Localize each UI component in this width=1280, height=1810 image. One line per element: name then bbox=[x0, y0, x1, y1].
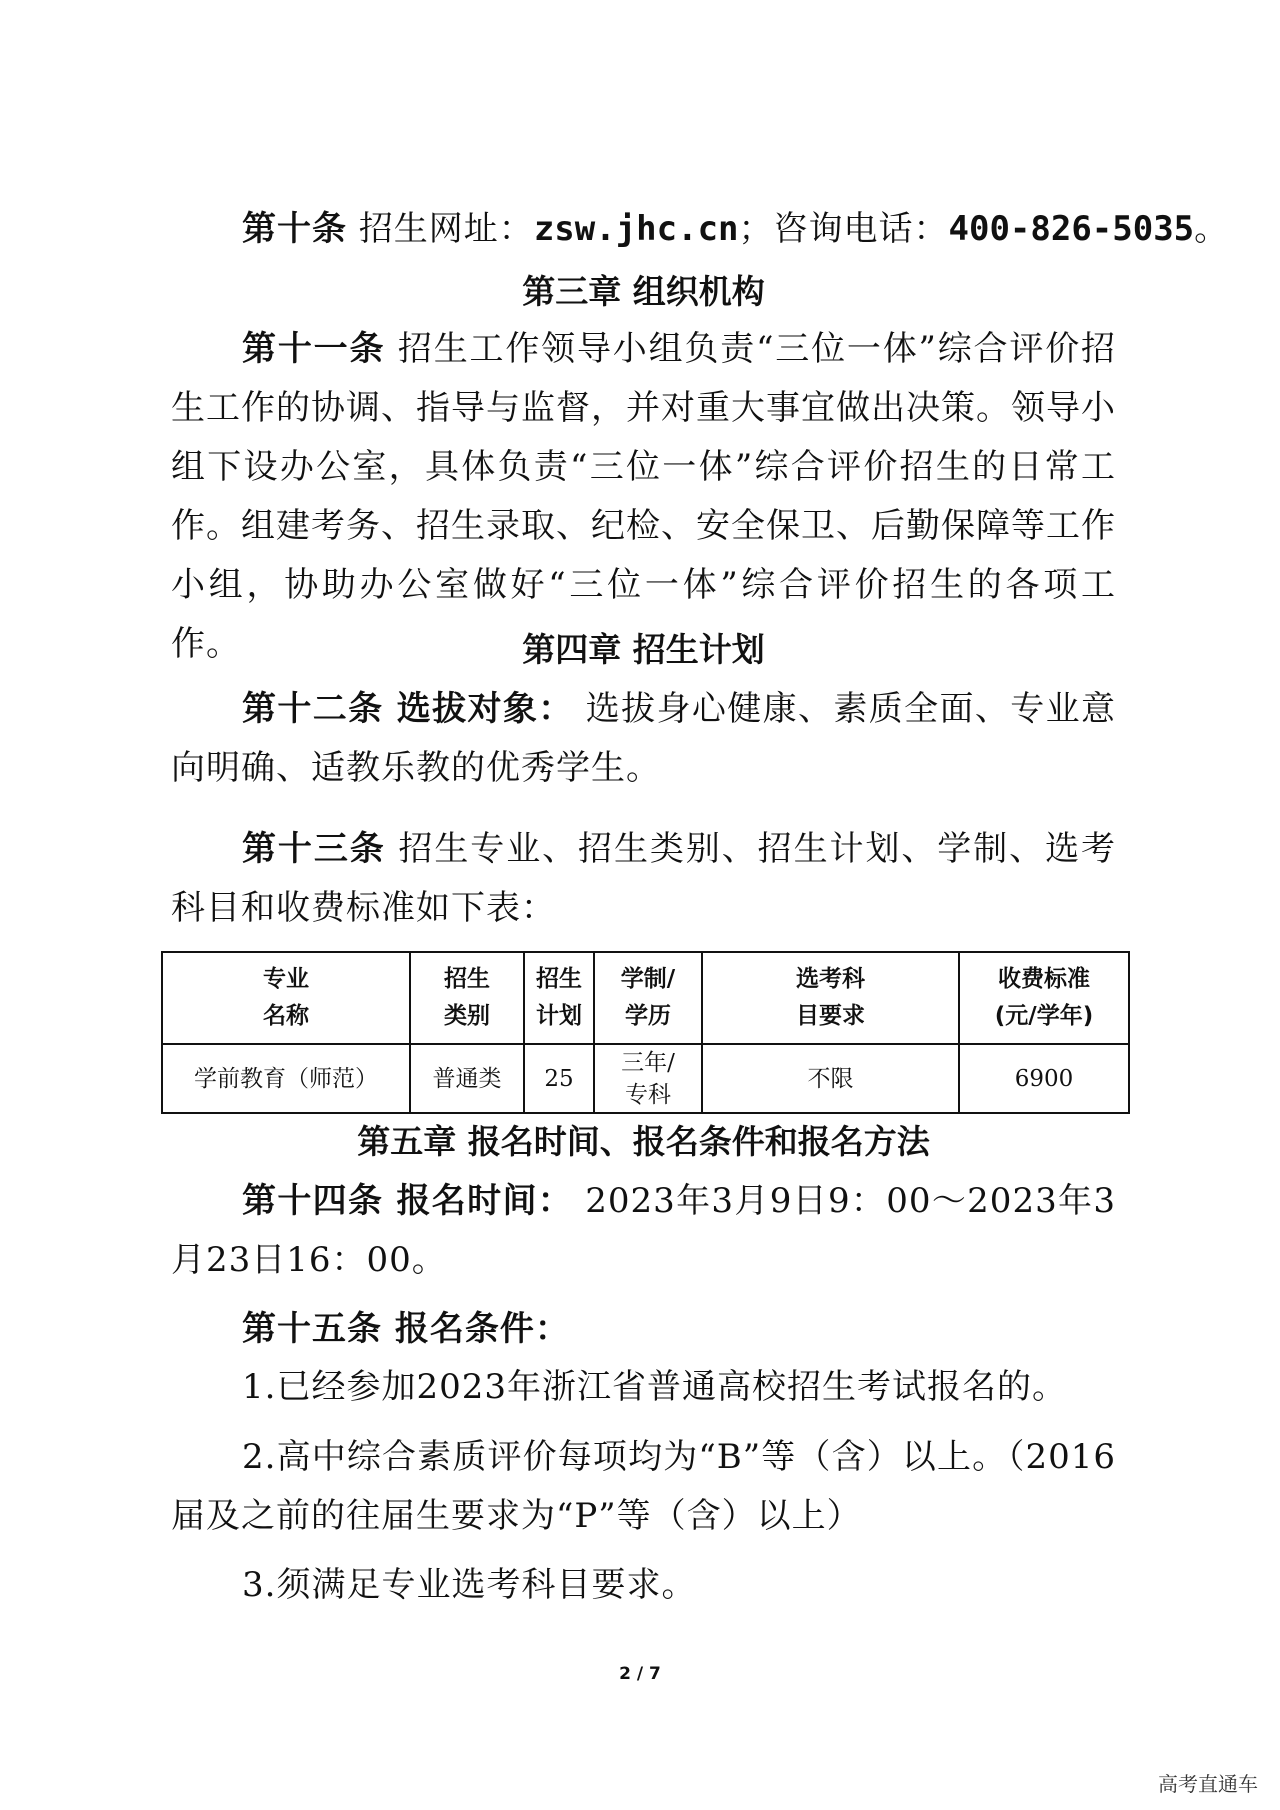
article-15-lead: 第十五条 报名条件： bbox=[242, 1309, 570, 1349]
cell-subjects: 不限 bbox=[702, 1044, 959, 1113]
cell-plan: 25 bbox=[524, 1044, 594, 1113]
chapter-4-heading: 第四章 招生计划 bbox=[522, 630, 765, 669]
condition-item: 3.须满足专业选考科目要求。 bbox=[242, 1565, 697, 1605]
article-13-text: 招生专业、招生类别、招生计划、学制、选考科目和收费标准如下表： bbox=[171, 829, 1117, 928]
article-12-lead: 第十二条 选拔对象： bbox=[242, 689, 574, 729]
header-fee: 收费标准 (元/学年) bbox=[959, 952, 1129, 1044]
watermark: 高考直通车 bbox=[1158, 1772, 1258, 1796]
article-10-end: 。 bbox=[1194, 209, 1230, 249]
article-12-text: 选拔身心健康、素质全面、专业意向明确、适教乐教的优秀学生。 bbox=[171, 689, 1116, 788]
article-14-text: 2023年3月9日9：00～2023年3月23日16：00。 bbox=[171, 1181, 1116, 1280]
cell-major: 学前教育（师范） bbox=[162, 1044, 410, 1113]
header-plan: 招生 计划 bbox=[524, 952, 594, 1044]
page-number: 2 / 7 bbox=[619, 1664, 661, 1684]
header-duration: 学制/ 学历 bbox=[594, 952, 702, 1044]
article-12 bbox=[171, 680, 1116, 798]
condition-item: 1.已经参加2023年浙江省普通高校招生考试报名的。 bbox=[242, 1367, 1067, 1407]
article-15 bbox=[171, 1300, 1116, 1359]
header-major: 专业 名称 bbox=[162, 952, 410, 1044]
article-11-lead: 第十一条 bbox=[242, 329, 386, 369]
article-10-text-a: 招生网址： bbox=[358, 209, 534, 249]
article-14 bbox=[171, 1172, 1116, 1290]
header-subjects: 选考科 目要求 bbox=[702, 952, 959, 1044]
article-14-lead: 第十四条 报名时间： bbox=[242, 1181, 574, 1221]
article-13-lead: 第十三条 bbox=[242, 829, 386, 869]
chapter-3-heading: 第三章 组织机构 bbox=[522, 272, 765, 311]
header-category: 招生 类别 bbox=[410, 952, 524, 1044]
table-header-row bbox=[162, 952, 1129, 1044]
condition-item: 2.高中综合素质评价每项均为“B”等（含）以上。（2016届及之前的往届生要求为“P”等（含）以上） bbox=[171, 1437, 1116, 1536]
article-10-url: zsw.jhc.cn bbox=[533, 209, 739, 249]
cell-duration: 三年/ 专科 bbox=[594, 1044, 702, 1113]
article-10-lead: 第十条 bbox=[242, 209, 347, 249]
article-10-text-b: ；咨询电话： bbox=[738, 209, 949, 249]
cell-fee: 6900 bbox=[959, 1044, 1129, 1113]
article-10-phone: 400-826-5035 bbox=[948, 209, 1195, 249]
article-13 bbox=[171, 820, 1116, 938]
table-row bbox=[162, 1044, 1129, 1113]
enrollment-plan-table bbox=[161, 951, 1130, 1114]
cell-category: 普通类 bbox=[410, 1044, 524, 1113]
chapter-5-heading: 第五章 报名时间、报名条件和报名方法 bbox=[357, 1122, 930, 1161]
article-11-text: 招生工作领导小组负责“三位一体”综合评价招生工作的协调、指导与监督，并对重大事宜做出决策。领导小组下设办公室，具体负责“三位一体”综合评价招生的日常工作。组建考务、招生录取、纪检、安全保卫、后勤保障等工作小组，协助办公室做好“三位一体”综合评价招生的各项工作。 bbox=[171, 329, 1117, 664]
article-10 bbox=[171, 200, 1229, 259]
